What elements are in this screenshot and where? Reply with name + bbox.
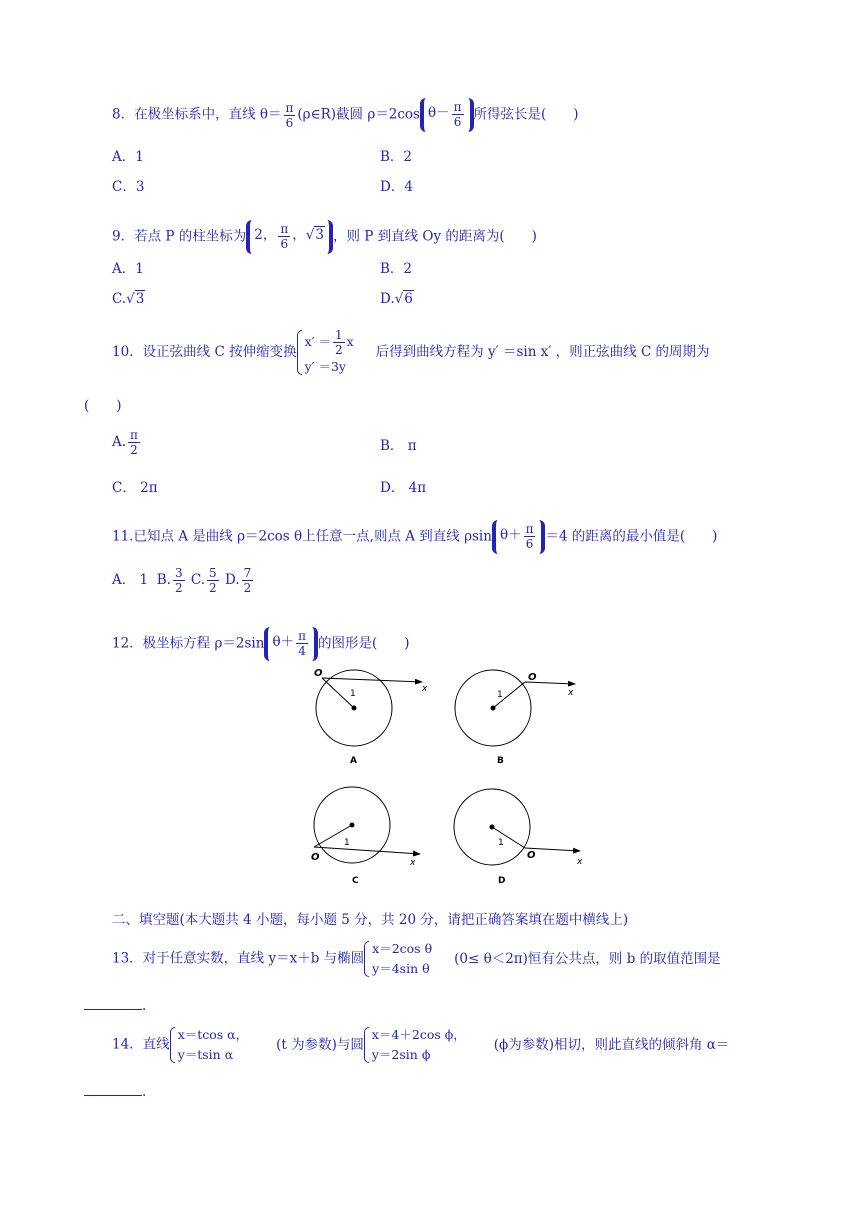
- sys-line-2: y＝tsin α: [177, 1047, 234, 1062]
- q9-option-a: A．1: [112, 261, 144, 277]
- period: .: [142, 998, 147, 1014]
- q10-cont: ( ): [84, 398, 122, 414]
- q8-option-b: B．2: [380, 149, 413, 165]
- sys-line-1: x＝2cos θ: [372, 941, 433, 956]
- q9-tail: ，则 P 到直线 Oy 的距离为( ): [332, 228, 537, 245]
- figure-a-origin: O: [314, 668, 323, 679]
- q9-option-d: D.√6: [380, 291, 413, 307]
- q11-option-d: D.: [224, 572, 240, 588]
- frac-num: π: [280, 222, 289, 236]
- opt-letter: C.: [112, 291, 127, 307]
- q12-text: 12．极坐标方程 ρ＝2sin: [112, 635, 265, 652]
- figure-b-origin: O: [528, 672, 537, 683]
- figure-option-d: [454, 789, 580, 865]
- q11-option-c: C.: [190, 572, 206, 588]
- q8-tail: 所得弦长是( ): [473, 106, 579, 123]
- figure-c-label: C: [352, 876, 359, 886]
- q8-option-a: A．1: [112, 149, 144, 165]
- q13-tail: (0≤ θ＜2π)恒有公共点，则 b 的取值范围是: [454, 950, 721, 967]
- opt-letter: D.: [380, 291, 395, 307]
- q9-paren: 2， $\frac{\pi}{6}$ ，√3: [246, 220, 333, 254]
- figure-option-a: [316, 670, 422, 746]
- figure-a-x: x: [422, 684, 428, 694]
- q13-answer: [84, 997, 146, 1015]
- sys-line-1: x＝4＋2cos ϕ，: [371, 1027, 466, 1042]
- figure-a-one: 1: [350, 689, 356, 699]
- paren-text: 2，: [254, 227, 277, 243]
- q12-tail: 的图形是( ): [317, 635, 410, 652]
- frac-den: 2: [334, 343, 343, 357]
- q9-option-b: B．2: [380, 261, 413, 277]
- q14-tail: (ϕ为参数)相切，则此直线的倾斜角 α＝: [493, 1036, 730, 1053]
- frac-num: 7: [243, 566, 252, 580]
- frac-num: π: [130, 428, 138, 442]
- frac-num: π: [453, 100, 462, 114]
- paren-text: θ－: [427, 105, 450, 121]
- sys-line-2: y＝2sin ϕ: [371, 1047, 431, 1062]
- q10-stem: [112, 328, 710, 377]
- figure-d-x: x: [577, 857, 583, 867]
- frac-den: 4: [298, 644, 306, 658]
- sys-line-1: x＝tcos α，: [177, 1027, 249, 1042]
- figure-d-label: D: [498, 876, 506, 886]
- paren-comma: ，: [292, 227, 306, 243]
- sys-line-2: y′ ＝3y: [304, 359, 346, 374]
- paren-text: θ＋: [272, 634, 295, 650]
- figure-option-b: [455, 670, 575, 746]
- q10-option-c: C． 2π: [112, 480, 158, 496]
- q9-text: 9．若点 P 的柱坐标为: [112, 228, 247, 245]
- q9-stem: [112, 220, 537, 254]
- q13-system: [364, 939, 432, 979]
- frac-den: 2: [209, 581, 217, 595]
- figure-d-one: 1: [498, 838, 504, 848]
- frac-den: 6: [285, 115, 294, 130]
- q11-option-b: B.: [156, 572, 171, 588]
- figure-option-c: [314, 787, 420, 863]
- frac-den: 6: [280, 237, 289, 251]
- q8-stem: [112, 98, 579, 132]
- q10-option-b: B． π: [380, 438, 417, 454]
- q12-figure: [300, 665, 600, 895]
- q11-stem: [112, 520, 717, 554]
- section-heading: 二、填空题(本大题共 4 小题，每小题 5 分，共 20 分，请把正确答案填在题中横线上): [112, 912, 629, 928]
- frac-num: π: [285, 100, 294, 115]
- q13-stem: [112, 939, 721, 979]
- q14-mid: (t 为参数)与圆: [276, 1036, 364, 1053]
- q11-option-a: A． 1: [112, 572, 149, 588]
- q14-answer: [84, 1083, 146, 1101]
- frac-den: 6: [525, 537, 534, 551]
- sqrt-value: 3: [135, 291, 145, 307]
- q8-option-d: D．4: [380, 179, 413, 195]
- figure-b-one: 1: [497, 690, 503, 700]
- q11-tail: ＝4 的距离的最小值是( ): [545, 528, 718, 545]
- figure-b-x: x: [568, 688, 574, 698]
- sqrt-value: 6: [404, 291, 413, 307]
- period: .: [142, 1084, 147, 1100]
- figure-d-origin: O: [527, 850, 536, 861]
- answer-blank[interactable]: [84, 1009, 142, 1010]
- frac-num: π: [525, 522, 534, 536]
- paren-text: θ＋: [499, 527, 522, 543]
- q8-mid: (ρ∈R)截圆 ρ＝2cos: [297, 106, 420, 123]
- q12-stem: [112, 627, 410, 661]
- q12-paren: [264, 627, 318, 661]
- sqrt-value: 3: [315, 227, 324, 243]
- frac-den: 2: [130, 443, 138, 457]
- frac-num: 5: [209, 566, 217, 580]
- q8-paren: [420, 98, 474, 132]
- answer-blank[interactable]: [84, 1095, 142, 1096]
- q13-text: 13．对于任意实数，直线 y＝x＋b 与椭圆: [112, 950, 365, 967]
- q10-system: [297, 328, 354, 377]
- q14-system-line: [170, 1025, 248, 1065]
- frac-num: 3: [174, 566, 183, 580]
- q14-stem: [112, 1025, 729, 1065]
- frac-num: π: [298, 629, 306, 643]
- q14-system-circle: [364, 1025, 466, 1065]
- q8-text: 8．在极坐标系中，直线 θ＝: [112, 106, 282, 123]
- figure-c-x: x: [410, 858, 416, 868]
- q11-text: 11.已知点 A 是曲线 ρ＝2cos θ上任意一点,则点 A 到直线 ρsin: [112, 528, 492, 545]
- q10-text: 10．设正弦曲线 C 按伸缩变换: [112, 344, 297, 360]
- frac-num: 1: [334, 328, 343, 342]
- q14-text: 14．直线: [112, 1036, 170, 1053]
- q11-paren: [492, 520, 546, 554]
- sys-text: x′ ＝: [304, 334, 331, 349]
- figure-c-one: 1: [344, 838, 350, 848]
- frac-den: 6: [453, 115, 462, 129]
- opt-letter: A.: [112, 434, 127, 450]
- figure-b-label: B: [497, 756, 504, 766]
- figure-c-origin: O: [311, 852, 320, 863]
- q10-option-d: D． 4π: [380, 480, 427, 496]
- figure-a-label: A: [350, 756, 357, 766]
- q11-options: [112, 566, 255, 595]
- q8-option-c: C．3: [112, 179, 145, 195]
- frac-den: 2: [243, 581, 252, 595]
- frac-den: 2: [174, 581, 183, 595]
- q8-fraction: [284, 101, 296, 130]
- q10-option-a: [112, 428, 142, 457]
- sys-text: x: [346, 334, 354, 349]
- q10-tail: 后得到曲线方程为 y′ ＝sin x′ ，则正弦曲线 C 的周期为: [375, 344, 710, 360]
- sys-line-2: y＝4sin θ: [372, 961, 430, 976]
- sys-line-1: [304, 328, 354, 357]
- q9-option-c: C.√3: [112, 291, 145, 307]
